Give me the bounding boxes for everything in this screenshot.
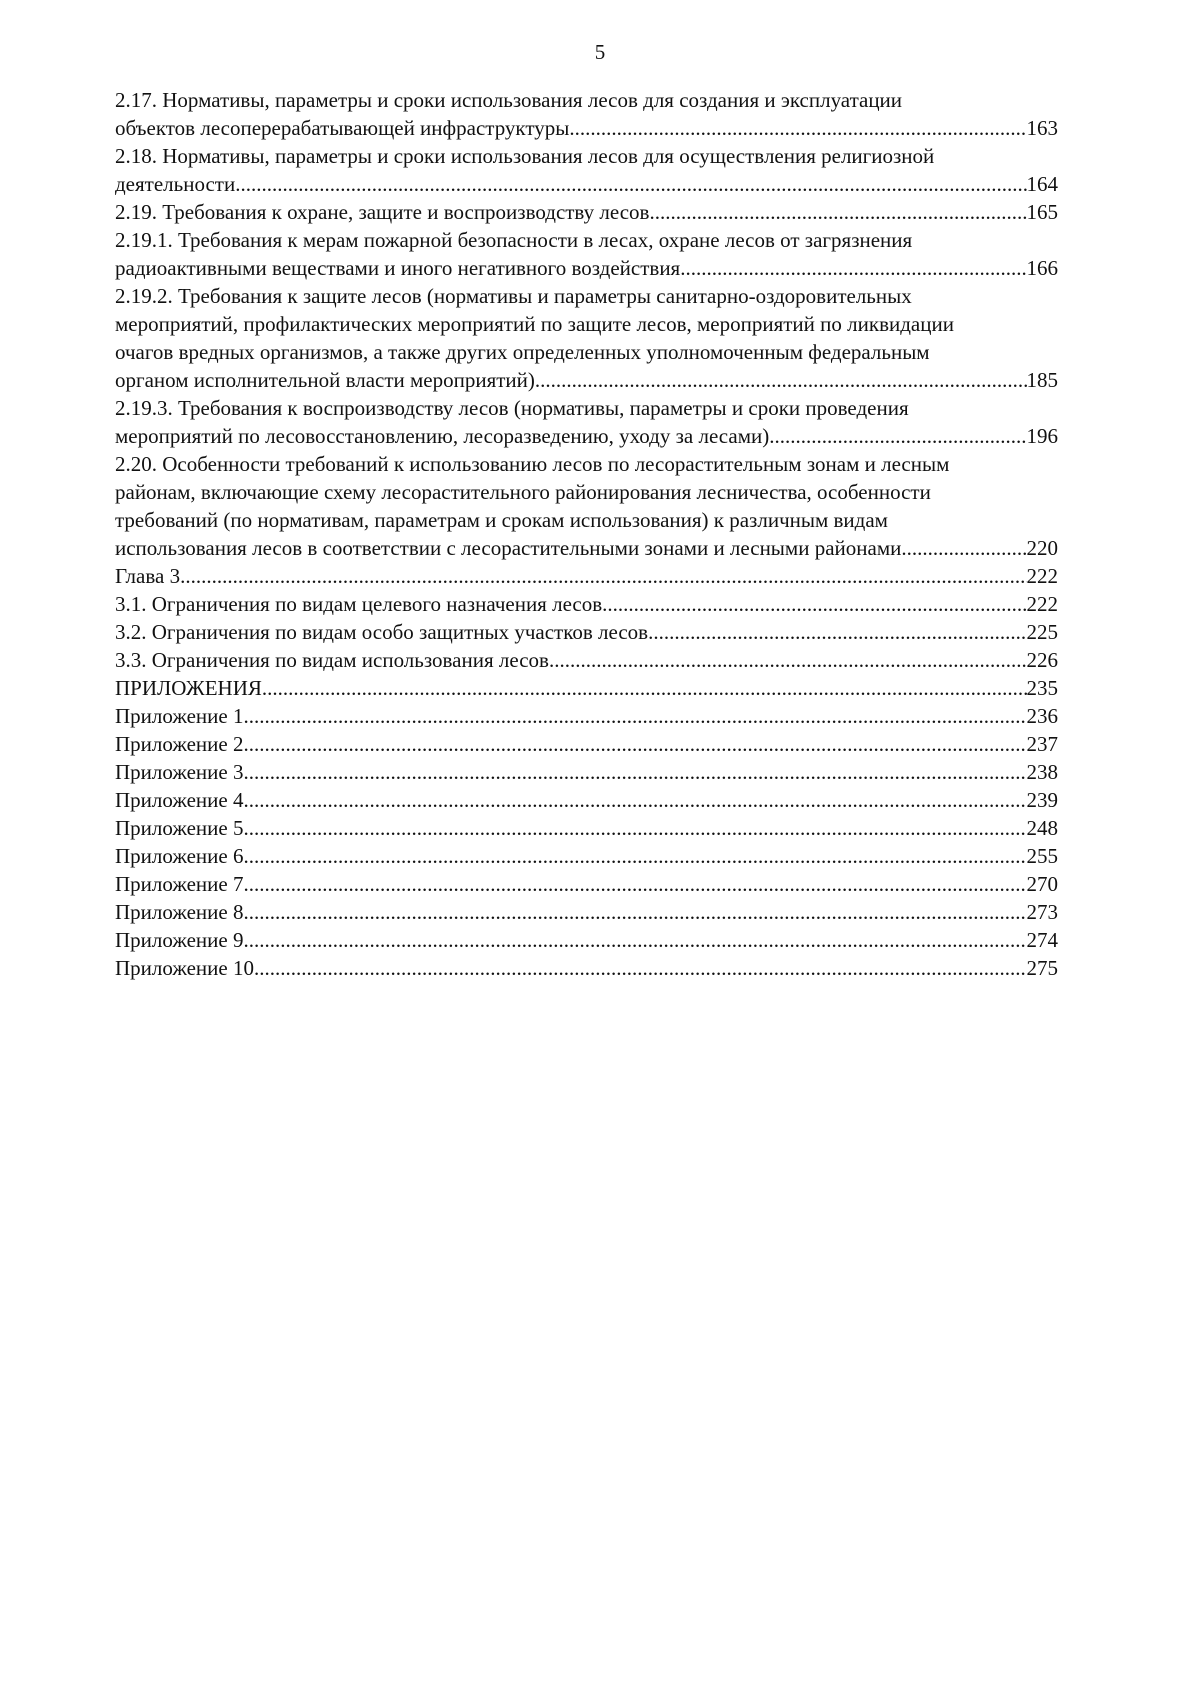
toc-entry (115, 758, 1058, 786)
toc-entry-page-number: 255 (1026, 844, 1058, 868)
toc-entry (115, 870, 1058, 898)
toc-entry-text-line: 2.17. Нормативы, параметры и сроки использования лесов для создания и эксплуатации (115, 88, 903, 112)
toc-entry-page-number: 275 (1026, 956, 1058, 980)
table-of-contents (115, 86, 1058, 982)
toc-entry-page-number: 225 (1026, 620, 1058, 644)
dot-leader (243, 814, 1026, 842)
dot-leader (680, 254, 1026, 282)
dot-leader (549, 646, 1027, 674)
toc-entry-page-number: 164 (1026, 172, 1058, 196)
toc-entry-title: органом исполнительной власти мероприятий) (115, 368, 535, 392)
toc-entry-last-line (115, 562, 1058, 590)
toc-entry-page-number: 273 (1026, 900, 1058, 924)
toc-entry-title: Приложение 3 (115, 760, 244, 784)
toc-entry-last-line (115, 618, 1058, 646)
toc-entry-text-line: требований (по нормативам, параметрам и срокам использования) к различным видам (115, 508, 888, 532)
toc-entry-text-line: 2.18. Нормативы, параметры и сроки использования лесов для осуществления религиозной (115, 144, 935, 168)
dot-leader (254, 954, 1027, 982)
toc-entry (115, 198, 1058, 226)
toc-entry-title: деятельности (115, 172, 236, 196)
dot-leader (648, 618, 1026, 646)
toc-entry-title: 2.19. Требования к охране, защите и воспроизводству лесов (115, 200, 650, 224)
toc-entry-page-number: 163 (1026, 116, 1058, 140)
dot-leader (243, 842, 1026, 870)
toc-entry-title: Приложение 10 (115, 956, 254, 980)
dot-leader (649, 198, 1026, 226)
toc-entry-title: 3.2. Ограничения по видам особо защитных участков лесов (115, 620, 649, 644)
toc-entry-title: Приложение 6 (115, 844, 244, 868)
toc-entry-page-number: 222 (1026, 592, 1058, 616)
dot-leader (262, 674, 1027, 702)
toc-entry-page-number: 248 (1026, 816, 1058, 840)
toc-entry-page-number: 222 (1026, 564, 1058, 588)
toc-entry (115, 842, 1058, 870)
toc-entry-title: использования лесов в соответствии с лесорастительными зонами и лесными районами (115, 536, 902, 560)
toc-entry-last-line (115, 702, 1058, 730)
toc-entry-text-line: 2.19.2. Требования к защите лесов (нормативы и параметры санитарно-оздоровительных (115, 284, 912, 308)
toc-entry-title: 3.3. Ограничения по видам использования лесов (115, 648, 549, 672)
toc-entry-page-number: 237 (1026, 732, 1058, 756)
dot-leader (569, 114, 1026, 142)
toc-entry-text-line: 2.20. Особенности требований к использованию лесов по лесорастительным зонам и лесным (115, 452, 950, 476)
toc-entry-title: Приложение 2 (115, 732, 244, 756)
toc-entry-page-number: 196 (1026, 424, 1058, 448)
toc-entry-text-line: 2.19.3. Требования к воспроизводству лесов (нормативы, параметры и сроки проведения (115, 396, 909, 420)
toc-entry (115, 730, 1058, 758)
toc-entry-last-line (115, 870, 1058, 898)
toc-entry-last-line (115, 674, 1058, 702)
toc-entry (115, 450, 1058, 562)
toc-entry-page-number: 236 (1026, 704, 1058, 728)
toc-entry-page-number: 274 (1026, 928, 1058, 952)
toc-entry-last-line (115, 366, 1058, 394)
toc-entry (115, 562, 1058, 590)
toc-entry-title: Приложение 7 (115, 872, 244, 896)
toc-entry-last-line (115, 954, 1058, 982)
toc-entry-title: мероприятий по лесовосстановлению, лесоразведению, уходу за лесами) (115, 424, 770, 448)
toc-entry-page-number: 270 (1026, 872, 1058, 896)
dot-leader (602, 590, 1026, 618)
toc-entry-title: 3.1. Ограничения по видам целевого назначения лесов (115, 592, 603, 616)
toc-entry-last-line (115, 842, 1058, 870)
toc-entry-title: Глава 3 (115, 564, 181, 588)
toc-entry (115, 646, 1058, 674)
toc-entry-title: Приложение 8 (115, 900, 244, 924)
toc-entry-last-line (115, 114, 1058, 142)
toc-entry-last-line (115, 646, 1058, 674)
toc-entry (115, 702, 1058, 730)
page-number: 5 (594, 40, 606, 64)
dot-leader (243, 870, 1026, 898)
toc-entry-title: Приложение 1 (115, 704, 244, 728)
dot-leader (243, 926, 1026, 954)
toc-entry-text-line: мероприятий, профилактических мероприятий по защите лесов, мероприятий по ликвидации (115, 312, 954, 336)
toc-entry-title: объектов лесоперерабатывающей инфраструктуры (115, 116, 570, 140)
toc-entry-title: радиоактивными веществами и иного негативного воздействия (115, 256, 681, 280)
dot-leader (769, 422, 1026, 450)
toc-entry-title: Приложение 5 (115, 816, 244, 840)
toc-entry (115, 142, 1058, 198)
toc-entry-page-number: 239 (1026, 788, 1058, 812)
toc-entry (115, 954, 1058, 982)
toc-entry (115, 786, 1058, 814)
dot-leader (243, 786, 1026, 814)
toc-entry (115, 282, 1058, 394)
toc-entry-page-number: 165 (1026, 200, 1058, 224)
toc-entry-text-line: районам, включающие схему лесорастительного районирования лесничества, особенности (115, 480, 931, 504)
toc-entry (115, 590, 1058, 618)
toc-entry-last-line (115, 926, 1058, 954)
toc-entry-page-number: 166 (1026, 256, 1058, 280)
toc-entry (115, 926, 1058, 954)
dot-leader (243, 730, 1026, 758)
dot-leader (243, 702, 1026, 730)
dot-leader (901, 534, 1026, 562)
dot-leader (235, 170, 1026, 198)
toc-entry (115, 674, 1058, 702)
toc-entry-title: Приложение 4 (115, 788, 244, 812)
toc-entry-last-line (115, 254, 1058, 282)
toc-entry (115, 618, 1058, 646)
dot-leader (535, 366, 1027, 394)
toc-entry-title: ПРИЛОЖЕНИЯ (115, 676, 262, 700)
toc-entry-last-line (115, 786, 1058, 814)
toc-entry (115, 86, 1058, 142)
toc-entry-last-line (115, 422, 1058, 450)
dot-leader (180, 562, 1026, 590)
toc-entry-last-line (115, 590, 1058, 618)
toc-entry-last-line (115, 814, 1058, 842)
toc-entry-page-number: 226 (1026, 648, 1058, 672)
dot-leader (243, 758, 1026, 786)
toc-entry-last-line (115, 198, 1058, 226)
toc-entry-last-line (115, 170, 1058, 198)
toc-entry-last-line (115, 758, 1058, 786)
toc-entry-title: Приложение 9 (115, 928, 244, 952)
toc-entry (115, 814, 1058, 842)
toc-entry (115, 394, 1058, 450)
dot-leader (243, 898, 1026, 926)
toc-entry-page-number: 185 (1026, 368, 1058, 392)
toc-entry-last-line (115, 730, 1058, 758)
toc-entry-page-number: 235 (1026, 676, 1058, 700)
toc-entry (115, 226, 1058, 282)
toc-entry-text-line: очагов вредных организмов, а также других определенных уполномоченным федеральным (115, 340, 930, 364)
toc-entry-last-line (115, 534, 1058, 562)
toc-entry (115, 898, 1058, 926)
toc-entry-text-line: 2.19.1. Требования к мерам пожарной безопасности в лесах, охране лесов от загрязнения (115, 228, 913, 252)
toc-entry-page-number: 220 (1026, 536, 1058, 560)
toc-entry-page-number: 238 (1026, 760, 1058, 784)
toc-entry-last-line (115, 898, 1058, 926)
